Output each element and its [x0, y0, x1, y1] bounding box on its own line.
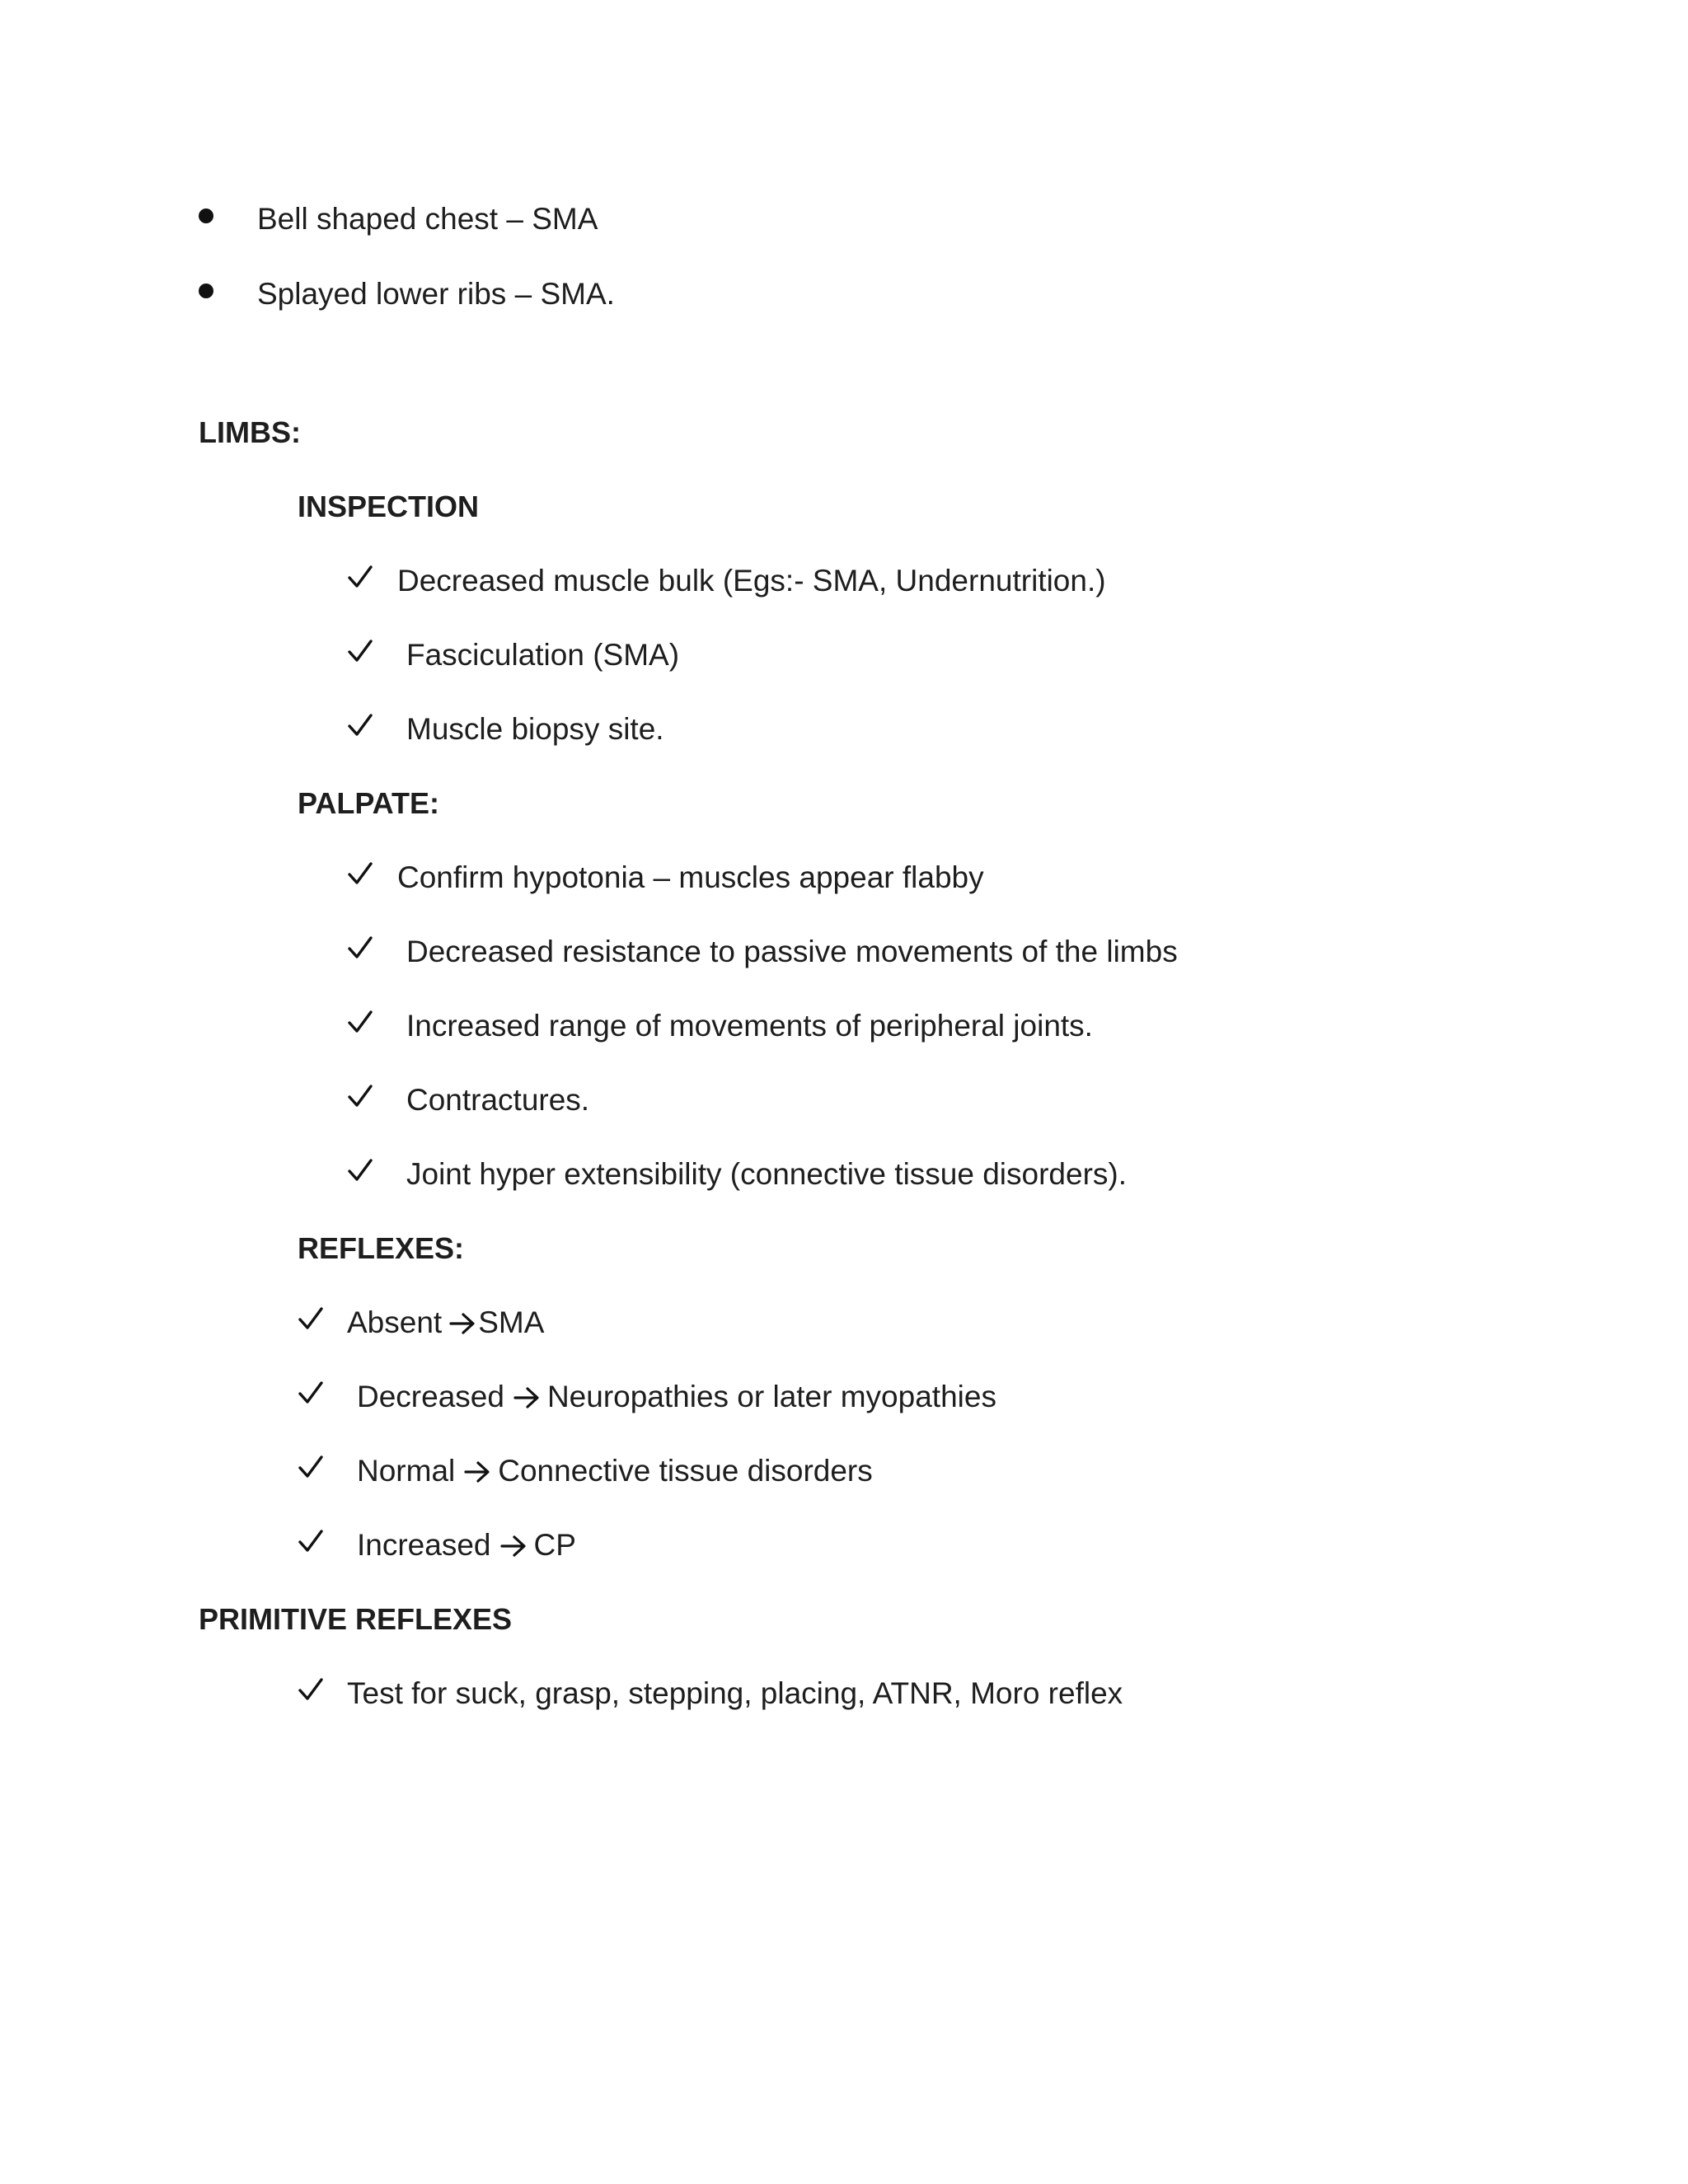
reflex-term: Normal — [357, 1454, 456, 1488]
reflex-term: Decreased — [357, 1380, 504, 1413]
check-item: Decreased muscle bulk (Egs:- SMA, Undernutrition.) — [397, 564, 1106, 598]
check-item: Muscle biopsy site. — [406, 712, 664, 746]
check-item: Fasciculation (SMA) — [406, 638, 680, 672]
checkmark-icon — [297, 1675, 330, 1708]
bullet-item: Bell shaped chest – SMA — [257, 202, 598, 236]
checkmark-icon — [346, 637, 379, 670]
reflex-result: SMA — [478, 1305, 545, 1339]
check-item: Confirm hypotonia – muscles appear flabby — [397, 860, 984, 894]
reflex-result: Neuropathies or later myopathies — [546, 1380, 996, 1413]
check-item: Decreased resistance to passive movements of the limbs — [406, 935, 1178, 968]
checkmark-icon — [297, 1453, 330, 1486]
checkmark-icon — [346, 1082, 379, 1115]
check-item: Contractures. — [406, 1083, 590, 1117]
reflex-item — [357, 1527, 576, 1567]
checkmark-icon — [346, 1008, 379, 1041]
bullet-item: Splayed lower ribs – SMA. — [257, 277, 615, 311]
right-arrow-icon — [513, 1382, 541, 1418]
reflex-term: Increased — [357, 1528, 491, 1562]
checkmark-icon — [346, 711, 379, 744]
right-arrow-icon — [448, 1308, 476, 1344]
subsection-heading-inspection: INSPECTION — [298, 490, 480, 523]
reflex-item — [347, 1305, 544, 1344]
right-arrow-icon — [499, 1530, 528, 1567]
bullet-dot-icon — [196, 281, 229, 314]
reflex-item — [357, 1379, 996, 1418]
reflex-term: Absent — [347, 1305, 443, 1339]
checkmark-icon — [297, 1305, 330, 1338]
check-item: Test for suck, grasp, stepping, placing, ATNR, Moro reflex — [347, 1676, 1123, 1710]
subsection-heading-reflexes: REFLEXES: — [298, 1231, 465, 1265]
reflex-result: CP — [533, 1528, 576, 1562]
checkmark-icon — [346, 563, 379, 596]
checkmark-icon — [346, 934, 379, 967]
right-arrow-icon — [463, 1456, 491, 1493]
checkmark-icon — [297, 1527, 330, 1560]
reflex-result: Connective tissue disorders — [498, 1454, 873, 1488]
reflex-item — [357, 1453, 873, 1493]
subsection-heading-palpate: PALPATE: — [298, 786, 439, 820]
section-title-limbs: LIMBS: — [199, 415, 301, 449]
check-item: Increased range of movements of peripheral joints. — [406, 1009, 1093, 1043]
check-item: Joint hyper extensibility (connective tissue disorders). — [406, 1157, 1127, 1191]
checkmark-icon — [346, 860, 379, 893]
section-title-primitive-reflexes: PRIMITIVE REFLEXES — [199, 1602, 513, 1636]
bullet-dot-icon — [196, 206, 229, 239]
checkmark-icon — [346, 1156, 379, 1189]
checkmark-icon — [297, 1379, 330, 1412]
